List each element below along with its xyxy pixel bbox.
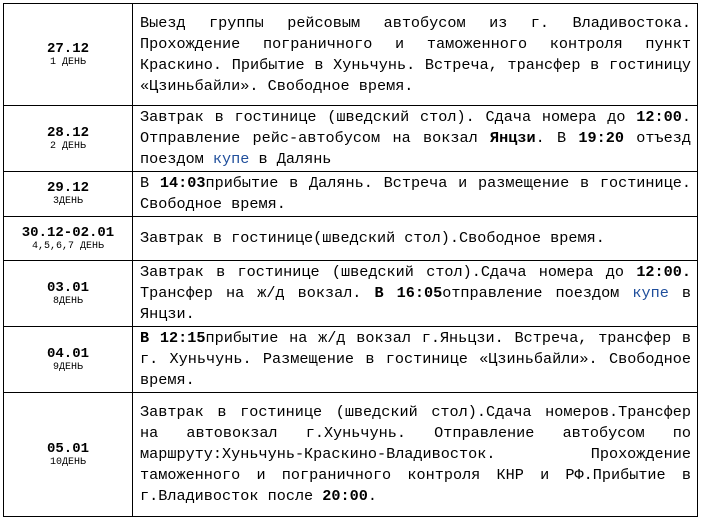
row-date: 05.01 <box>46 440 89 457</box>
segment: Завтрак в гостинице(шведский стол).Свободное время. <box>140 229 605 247</box>
bold-time: 12:00. <box>636 263 691 281</box>
row-day: 9ДЕНЬ <box>52 361 83 373</box>
bold-time: 12:00 <box>636 108 682 126</box>
segment: Трансфер на ж/д вокзал. <box>140 284 375 302</box>
description-cell <box>133 393 698 517</box>
description-cell <box>133 261 698 327</box>
date-cell <box>4 393 133 517</box>
segment: . <box>367 487 377 505</box>
segment: отправление поездом <box>442 284 633 302</box>
itinerary-row <box>4 217 698 261</box>
segment: Завтрак в гостинице (шведский стол). Сдача номера до <box>140 108 637 126</box>
segment: в Янцзи. <box>140 284 691 323</box>
date-cell <box>4 106 133 172</box>
date-cell <box>4 327 133 393</box>
description-cell <box>133 217 698 261</box>
date-cell <box>4 4 133 106</box>
itinerary-row <box>4 261 698 327</box>
bold-place: Янцзи <box>490 129 536 147</box>
date-cell <box>4 172 133 217</box>
bold-time: В 12:15 <box>140 329 206 347</box>
bold-time: 14:03 <box>159 174 206 192</box>
segment: Завтрак в гостинице (шведский стол).Сдача номера до <box>140 263 637 281</box>
itinerary-row <box>4 393 698 517</box>
bold-time: 20:00 <box>322 487 368 505</box>
row-date: 29.12 <box>46 180 89 196</box>
itinerary-row <box>4 172 698 217</box>
kupe-link[interactable]: купе <box>212 150 250 168</box>
description-cell <box>133 327 698 393</box>
date-cell <box>4 261 133 327</box>
row-day: 10ДЕНЬ <box>49 456 86 468</box>
row-date: 30.12-02.01 <box>21 224 115 241</box>
row-date: 28.12 <box>46 124 89 141</box>
segment: прибытие на ж/д вокзал г.Яньцзи. Встреча, трансфер в г. Хуньчунь. Размещение в гостинице «Цзиньбайли». Свободное время. <box>140 329 691 389</box>
itinerary-row <box>4 4 698 106</box>
description-cell <box>133 106 698 172</box>
date-cell <box>4 217 133 261</box>
segment: Завтрак в гостинице (шведский стол).Сдача номеров.Трансфер на автовокзал г.Хуньчунь. Отправление автобусом по маршруту:Хуньчунь-Краскино-Владивосток. Прохождение таможенного и пограничного контроля КНР и РФ.Прибытие в г.Владивосток после <box>140 403 691 505</box>
segment: В <box>140 174 160 192</box>
itinerary-table <box>3 3 698 517</box>
row-day: 4,5,6,7 ДЕНЬ <box>31 240 104 252</box>
segment: . В <box>535 129 579 147</box>
segment: Выезд группы рейсовым автобусом из г. Владивостока. Прохождение пограничного и таможенного контроля пункт Краскино. Прибытие в Хуньчунь. Встреча, трансфер в гостиницу «Цзиньбайли». Свободное время. <box>140 13 691 95</box>
row-day: 1 ДЕНЬ <box>49 56 86 68</box>
row-date: 03.01 <box>46 279 89 296</box>
itinerary-row <box>4 327 698 393</box>
row-date: 27.12 <box>46 40 89 57</box>
segment: в Далянь <box>249 150 332 168</box>
kupe-link[interactable]: купе <box>632 284 669 302</box>
segment: отъезд поездом <box>140 129 691 168</box>
bold-time: 19:20 <box>578 129 624 147</box>
row-day: 2 ДЕНЬ <box>49 140 86 152</box>
segment: прибытие в Далянь. Встреча и размещение в гостинице. Свободное время. <box>140 174 691 213</box>
segment: . Отправление рейс-автобусом на вокзал <box>140 108 691 147</box>
description-cell <box>133 4 698 106</box>
row-day: 3ДЕНЬ <box>52 196 83 207</box>
row-date: 04.01 <box>46 345 89 362</box>
itinerary-row <box>4 106 698 172</box>
bold-time: В 16:05 <box>374 284 443 302</box>
row-day: 8ДЕНЬ <box>52 295 83 307</box>
description-cell <box>133 172 698 217</box>
